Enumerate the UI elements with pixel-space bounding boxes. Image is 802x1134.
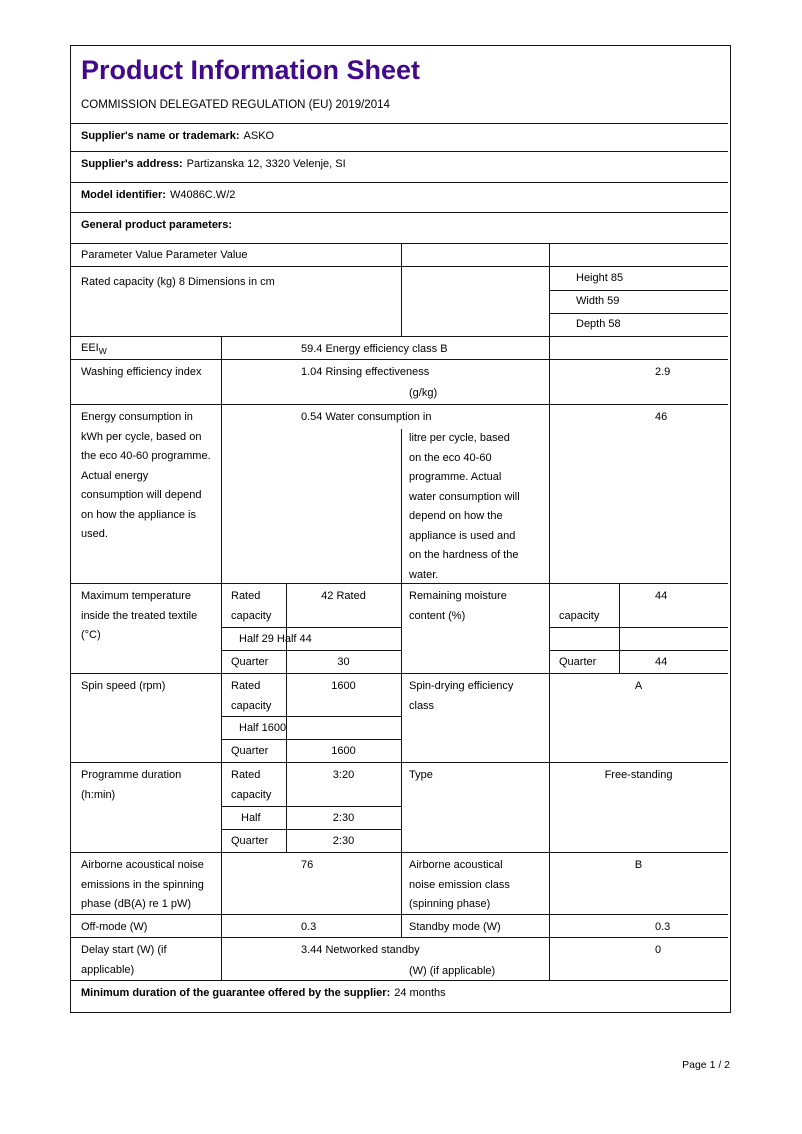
grid-line (221, 829, 401, 830)
quarter-load-label: Quarter (231, 656, 269, 668)
delay-start-row (71, 937, 728, 980)
rated-capacity-label: Rated capacity (231, 590, 272, 622)
moisture-quarter-label: Quarter (559, 656, 597, 668)
eei-value: 59.4 Energy efficiency class B (301, 343, 448, 355)
moisture-rated-value: 44 (655, 590, 668, 602)
model-identifier-row (71, 182, 728, 212)
dimension-depth: Depth 58 (576, 318, 621, 330)
delay-start-value-line: 3.44 Networked standby (301, 944, 420, 956)
supplier-address-label: Supplier's address: (81, 158, 183, 170)
noise-class-value: B (634, 859, 643, 871)
grid-line (221, 938, 222, 980)
grid-line (401, 267, 402, 336)
type-label: Type (409, 769, 433, 781)
eei-row (71, 336, 728, 359)
max-temperature-label: Maximum temperature inside the treated textile (°C) (81, 590, 198, 641)
spin-drying-class-value: A (634, 680, 643, 692)
energy-value-line: 0.54 Water consumption in (301, 411, 432, 423)
grid-line (221, 674, 222, 762)
grid-line (619, 584, 620, 673)
quarter-duration-value: 2:30 (332, 835, 355, 847)
remaining-moisture-label: Remaining moisture content (%) (409, 590, 507, 622)
parameter-header-text: Parameter Value Parameter Value (81, 249, 248, 261)
rinsing-value: 2.9 (655, 366, 671, 378)
washing-efficiency-label: Washing efficiency index (81, 366, 202, 378)
max-temperature-row (71, 583, 728, 673)
quarter-spin-value: 1600 (331, 745, 356, 757)
dimension-width: Width 59 (576, 295, 620, 307)
rated-temperature-value: 42 Rated (321, 590, 366, 602)
supplier-name-label: Supplier's name or trademark: (81, 130, 240, 142)
grid-line (549, 627, 728, 628)
water-consumption-value: 46 (655, 411, 668, 423)
off-mode-row (71, 914, 728, 937)
rated-capacity-label: Rated capacity (231, 769, 272, 801)
supplier-name-row (71, 123, 728, 151)
supplier-address-value: Partizanska 12, 3320 Velenje, SI (186, 158, 346, 170)
eei-subscript: W (98, 346, 107, 357)
grid-line (549, 938, 550, 980)
moisture-capacity-label: capacity (559, 610, 600, 622)
grid-line (221, 763, 222, 852)
capacity-dimensions-text: Rated capacity (kg) 8 Dimensions in cm (81, 276, 275, 288)
washing-value-line: 1.04 Rinsing effectiveness (301, 366, 430, 378)
grid-line (221, 716, 401, 717)
grid-line (549, 405, 550, 583)
guarantee-label: Minimum duration of the guarantee offered by the supplier: (81, 987, 391, 999)
programme-duration-row (71, 762, 728, 852)
grid-line (221, 405, 222, 583)
model-identifier-value: W4086C.W/2 (169, 189, 236, 201)
rated-spin-value: 1600 (331, 680, 356, 692)
quarter-load-label: Quarter (231, 745, 269, 757)
programme-duration-label: Programme duration (h:min) (81, 769, 182, 801)
general-parameters-heading: General product parameters: (81, 219, 232, 231)
grid-line (221, 337, 222, 359)
grid-line (221, 627, 401, 628)
guarantee-row (71, 980, 728, 1012)
noise-emissions-label: Airborne acoustical noise emissions in the spinning phase (dB(A) re 1 pW) (81, 859, 204, 910)
spin-speed-row (71, 673, 728, 762)
moisture-quarter-value: 44 (655, 656, 668, 668)
grid-line (549, 337, 550, 359)
off-mode-value: 0.3 (301, 921, 317, 933)
off-mode-label: Off-mode (W) (81, 921, 148, 933)
standby-mode-label: Standby mode (W) (409, 921, 501, 933)
washing-efficiency-row (71, 359, 728, 404)
type-value: Free-standing (604, 769, 673, 781)
networked-standby-value: 0 (655, 944, 662, 956)
product-information-sheet (70, 45, 731, 1013)
grid-line (549, 650, 728, 651)
page-number: Page 1 / 2 (682, 1059, 730, 1071)
grid-line (221, 650, 401, 651)
quarter-load-label: Quarter (231, 835, 269, 847)
grid-line (549, 290, 728, 291)
grid-line (549, 584, 550, 673)
quarter-temperature-value: 30 (337, 656, 350, 668)
grid-line (549, 244, 550, 266)
doc-title: Product Information Sheet (81, 55, 421, 85)
half-load-line: Half 1600 (239, 722, 287, 734)
grid-line (549, 360, 550, 404)
general-parameters-row (71, 212, 728, 243)
water-consumption-text: litre per cycle, based on the eco 40-60 programme. Actual water consumption will depend on how the appliance is used and on the hardness of the water. (409, 432, 520, 581)
model-identifier-label: Model identifier: (81, 189, 166, 201)
supplier-address-row (71, 151, 728, 182)
parameter-header-row (71, 243, 728, 266)
networked-standby-unit: (W) (if applicable) (409, 965, 496, 977)
supplier-name-value: ASKO (243, 130, 275, 142)
guarantee-value: 24 months (394, 987, 446, 999)
grid-line (401, 244, 402, 266)
grid-line (221, 584, 222, 673)
noise-value: 76 (301, 859, 314, 871)
standby-mode-value: 0.3 (655, 921, 671, 933)
grid-line (549, 313, 728, 314)
acoustical-noise-row (71, 852, 728, 914)
noise-class-label: Airborne acoustical noise emission class (spinning phase) (409, 859, 510, 910)
regulation-subtitle: COMMISSION DELEGATED REGULATION (EU) 2019/2014 (81, 99, 390, 111)
eei-base: EEI (81, 342, 99, 354)
grid-line (221, 739, 401, 740)
half-load-label: Half (241, 812, 261, 824)
energy-consumption-row (71, 404, 728, 583)
rated-duration-value: 3:20 (332, 769, 355, 781)
capacity-dimensions-row (71, 266, 728, 336)
grid-line (549, 267, 550, 336)
spin-speed-label: Spin speed (rpm) (81, 680, 166, 692)
rinsing-unit: (g/kg) (409, 387, 438, 399)
half-duration-value: 2:30 (332, 812, 355, 824)
grid-line (221, 915, 222, 937)
dimension-height: Height 85 (576, 272, 624, 284)
delay-start-label: Delay start (W) (if applicable) (81, 944, 167, 976)
grid-line (221, 806, 401, 807)
half-load-line: Half 29 Half 44 (239, 633, 312, 645)
grid-line (549, 915, 550, 937)
title-block (71, 46, 728, 123)
rated-capacity-label: Rated capacity (231, 680, 272, 712)
grid-line (221, 853, 222, 914)
energy-consumption-label: Energy consumption in kWh per cycle, based on the eco 40-60 programme. Actual energy consumption will depend on how the appliance is used. (81, 411, 211, 540)
grid-line (221, 360, 222, 404)
spin-drying-class-label: Spin-drying efficiency class (409, 680, 514, 712)
